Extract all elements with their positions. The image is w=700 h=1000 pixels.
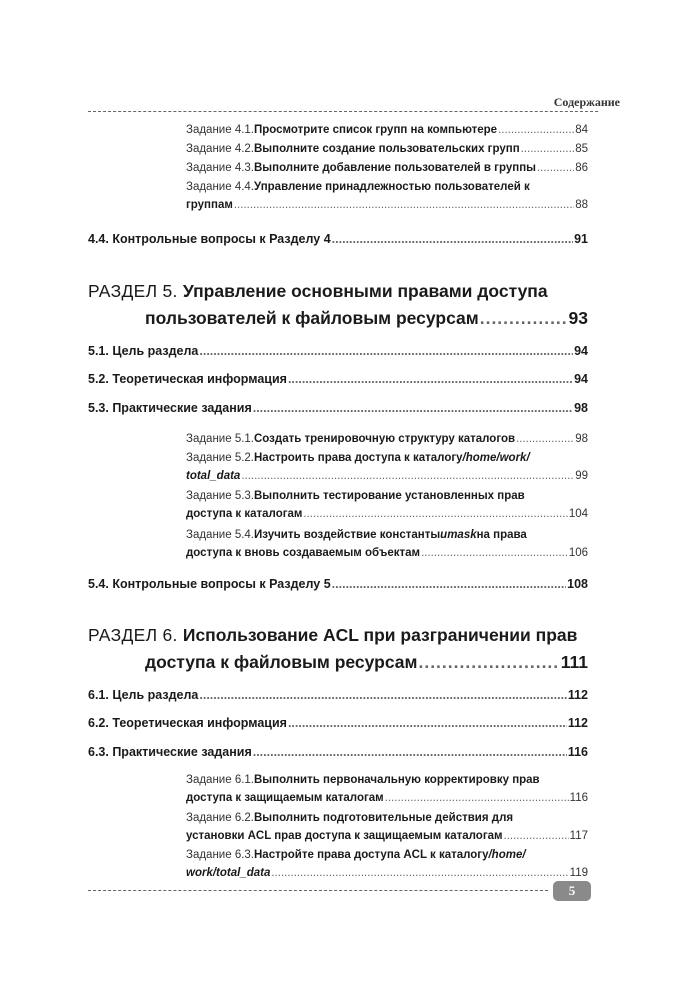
toc-entry-task-5-2[interactable] [186, 449, 588, 485]
leader-dots [253, 745, 567, 759]
page-number: 108 [567, 577, 588, 591]
task-title-tail: на права [476, 529, 527, 541]
task-title: Настроить права доступа к каталогу [254, 452, 463, 464]
page-number: 98 [574, 401, 588, 415]
leader-dots [303, 505, 567, 523]
task-title: Выполнить тестирование установленных прав [254, 490, 525, 502]
page-number: 94 [574, 372, 588, 386]
leader-dots [288, 716, 567, 730]
task-prefix: Задание 4.4. [186, 181, 254, 193]
header-rule [88, 111, 598, 112]
task-title-term: umask [440, 529, 477, 541]
toc-entry-6-3[interactable] [88, 745, 588, 759]
leader-dots [271, 864, 568, 882]
toc-entry-6-1[interactable] [88, 688, 588, 702]
subsection-label: 6.3. Практические задания [88, 745, 252, 759]
page-number: 99 [575, 470, 588, 482]
task-title: Выполните создание пользовательских групп [254, 143, 520, 155]
page-number: 93 [568, 308, 588, 328]
task-title: Изучить воздействие константы [254, 529, 441, 541]
toc-section-5[interactable] [88, 278, 588, 332]
leader-dots [199, 688, 566, 702]
toc-entry-task-5-1[interactable] [186, 430, 588, 448]
toc-entry-task-4-1[interactable] [186, 121, 588, 139]
task-prefix: Задание 4.3. [186, 162, 254, 174]
toc-entry-5-3[interactable] [88, 401, 588, 415]
task-title: Выполнить подготовительные действия для [254, 812, 514, 824]
section-title-continued: пользователей к файловым ресурсам [145, 308, 479, 328]
section-title-continued: доступа к файловым ресурсам [145, 652, 418, 672]
leader-dots [421, 544, 568, 562]
page-number: 86 [575, 162, 588, 174]
page-number: 85 [575, 143, 588, 155]
subsection-label: 5.1. Цель раздела [88, 344, 199, 358]
leader-dots [498, 121, 574, 139]
leader-dots [332, 577, 566, 591]
toc-entry-task-4-4[interactable] [186, 178, 588, 214]
page-number: 119 [569, 867, 588, 879]
page-number: 106 [568, 547, 588, 559]
leader-dots [332, 232, 573, 246]
toc-entry-6-2[interactable] [88, 716, 588, 730]
page-number: 84 [575, 124, 588, 136]
leader-dots [253, 401, 573, 415]
toc-entry-5-2[interactable] [88, 372, 588, 386]
subsection-label: 5.2. Теоретическая информация [88, 372, 287, 386]
task-prefix: Задание 6.2. [186, 812, 254, 824]
task-title-path: /home/ [488, 849, 526, 861]
task-title-continued: доступа к защищаемым каталогам [186, 792, 384, 804]
task-title-continued: work/total_data [186, 867, 271, 879]
toc-entry-task-5-3[interactable] [186, 487, 588, 523]
task-title: Просмотрите список групп на компьютере [254, 124, 498, 136]
subsection-label: 4.4. Контрольные вопросы к Разделу 4 [88, 232, 331, 246]
toc-entry-task-5-4[interactable] [186, 526, 588, 562]
page-number: 112 [567, 688, 588, 702]
leader-dots [241, 467, 574, 485]
task-title-continued: доступа к каталогам [186, 508, 303, 520]
page-number-badge: 5 [553, 881, 591, 901]
task-prefix: Задание 5.1. [186, 433, 254, 445]
task-title: Настройте права доступа ACL к каталогу [254, 849, 489, 861]
page-number: 98 [575, 433, 588, 445]
section-prefix: РАЗДЕЛ 6. [88, 625, 183, 645]
page-number: 117 [569, 830, 588, 842]
task-title-continued: доступа к вновь создаваемым объектам [186, 547, 421, 559]
toc-entry-4-4[interactable] [88, 232, 588, 246]
page-number: 112 [567, 716, 588, 730]
toc-section-6[interactable] [88, 622, 588, 676]
leader-dots [516, 430, 574, 448]
task-title: Выполнить первоначальную корректировку прав [254, 774, 540, 786]
section-title: Управление основными правами доступа [182, 281, 548, 301]
page-number: 94 [574, 344, 588, 358]
page-number: 111 [560, 652, 588, 672]
leader-dots [288, 372, 573, 386]
toc-entry-task-4-2[interactable] [186, 140, 588, 158]
leader-dots [504, 827, 569, 845]
page-number: 104 [568, 508, 588, 520]
page-number: 91 [574, 232, 588, 246]
task-title-path: /home/work/ [462, 452, 530, 464]
task-title: Создать тренировочную структуру каталогов [254, 433, 516, 445]
task-prefix: Задание 6.1. [186, 774, 254, 786]
task-title-continued: установки ACL прав доступа к защищаемым каталогам [186, 830, 503, 842]
leader-dots [385, 789, 569, 807]
header-title: Содержание [553, 95, 620, 109]
page-number: 116 [567, 745, 588, 759]
task-prefix: Задание 4.2. [186, 143, 254, 155]
page-number: 116 [569, 792, 588, 804]
page-number: 88 [575, 199, 588, 211]
task-title: Выполните добавление пользователей в группы [254, 162, 536, 174]
toc-entry-5-4[interactable] [88, 577, 588, 591]
task-title-continued: группам [186, 199, 233, 211]
toc-entry-task-4-3[interactable] [186, 159, 588, 177]
task-prefix: Задание 5.4. [186, 529, 254, 541]
task-prefix: Задание 5.2. [186, 452, 254, 464]
leader-dots [480, 305, 568, 332]
leader-dots [234, 196, 574, 214]
leader-dots [537, 159, 574, 177]
task-prefix: Задание 6.3. [186, 849, 254, 861]
toc-entry-task-6-3[interactable] [186, 846, 588, 882]
leader-dots [418, 649, 559, 676]
toc-entry-task-6-1[interactable] [186, 771, 588, 807]
subsection-label: 6.1. Цель раздела [88, 688, 199, 702]
task-prefix: Задание 4.1. [186, 124, 254, 136]
task-title-continued: total_data [186, 470, 241, 482]
leader-dots [199, 344, 573, 358]
subsection-label: 6.2. Теоретическая информация [88, 716, 287, 730]
toc-entry-5-1[interactable] [88, 344, 588, 358]
subsection-label: 5.4. Контрольные вопросы к Разделу 5 [88, 577, 331, 591]
section-prefix: РАЗДЕЛ 5. [88, 281, 183, 301]
task-title: Управление принадлежностью пользователей к [254, 181, 530, 193]
toc-entry-task-6-2[interactable] [186, 809, 588, 845]
footer-rule [88, 890, 548, 891]
subsection-label: 5.3. Практические задания [88, 401, 252, 415]
leader-dots [521, 140, 575, 158]
section-title: Использование ACL при разграничении прав [182, 625, 578, 645]
task-prefix: Задание 5.3. [186, 490, 254, 502]
